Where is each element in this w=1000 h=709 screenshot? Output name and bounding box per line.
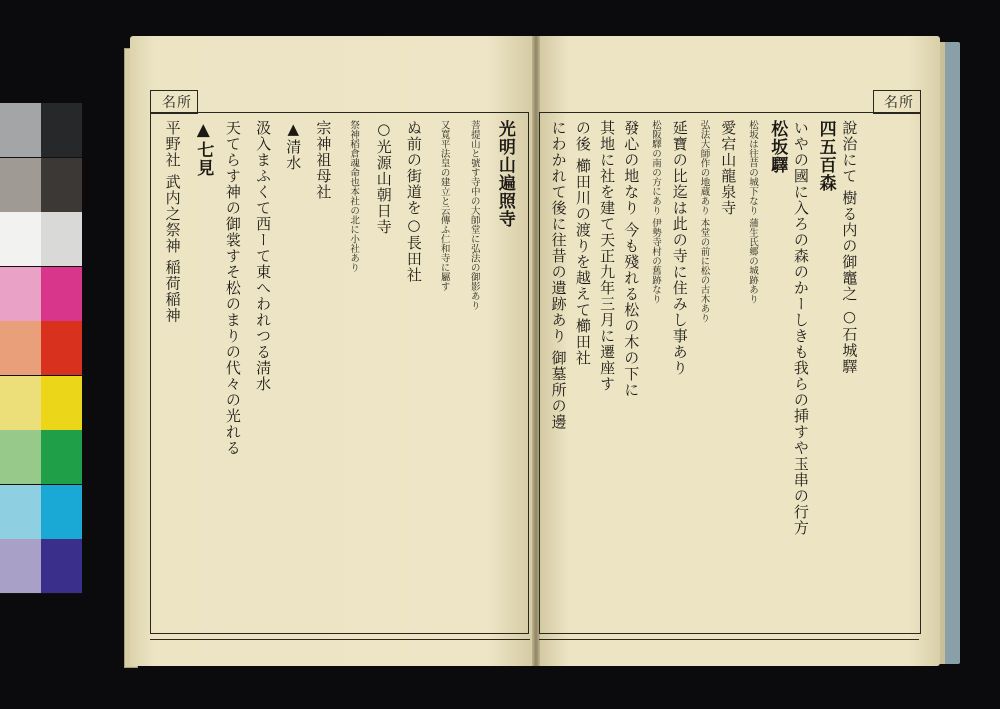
calibration-patch [0, 539, 41, 593]
calibration-patch [41, 158, 82, 212]
calibration-patch [41, 267, 82, 321]
left-page-tab: 名所 [162, 95, 192, 111]
left-text-column: 又寬平法皇の建立と云傳ふ仁和寺に屬す [438, 120, 450, 291]
calibration-patch [0, 103, 41, 157]
right-text-column: にわかれて後に往昔の遺跡あり 御墓所の邊 [549, 120, 568, 430]
calibration-patch [41, 485, 82, 539]
right-text-column: の後 櫛田川の渡りを越えて櫛田社 [573, 120, 592, 366]
left-text-column: 平野社 武内之祭神 稲荷稲神 [163, 120, 182, 324]
right-text-column: 四五百森 [815, 120, 836, 192]
calibration-patch [41, 103, 82, 157]
open-book [118, 28, 960, 670]
left-bottom-rule [150, 639, 530, 640]
book-cover-right [938, 42, 960, 664]
left-text-column: ▲清水 [284, 120, 303, 171]
calibration-patch [0, 376, 41, 430]
right-text-column: 松坂は往昔の城下なり 蒲生氏郷の城跡あり [746, 120, 758, 304]
right-text-column: 發心の地なり 今も殘れる松の木の下に [622, 120, 641, 398]
left-text-column: ▲七見 [193, 120, 214, 177]
calibration-patch [0, 158, 41, 212]
left-text-column: 光明山遍照寺 [494, 120, 515, 228]
right-page-tab: 名所 [884, 95, 914, 111]
left-text-column: ○光源山朝日寺 [374, 120, 393, 235]
calibration-patch [41, 321, 82, 375]
calibration-patch [41, 212, 82, 266]
color-calibration-strip [0, 103, 82, 594]
calibration-patch [0, 321, 41, 375]
left-text-column: 祭神稻倉魂命也本社の北に小社あり [348, 120, 360, 272]
left-text-column: 菩提山と號す寺中の大師堂に弘法の御影あり [468, 120, 480, 310]
right-text-column: 愛宕山龍泉寺 [719, 120, 738, 216]
left-text-column: ぬ前の街道を○長田社 [404, 120, 423, 283]
right-text-column: 松坂驛 [767, 120, 788, 174]
right-text-column: いやの國に入ろの森のかーしきも我らの挿すや玉串の行方 [791, 120, 810, 536]
right-text-column: 松阪驛の南の方にあり 伊勢寺村の舊跡なり [650, 120, 662, 304]
right-bottom-rule [539, 639, 919, 640]
right-text-column: 說治にて 樹る内の御竈之 ○石城驛 [840, 120, 859, 375]
calibration-patch [41, 539, 82, 593]
calibration-patch [41, 376, 82, 430]
right-text-column: 延寶の比迄は此の寺に住みし事あり [670, 120, 689, 376]
right-text-column: 其地に社を建て天正九年三月に遷座す [598, 120, 617, 392]
left-text-column: 汲入まふくて西ーて東へわれつる淸水 [254, 120, 273, 392]
left-text-column: 天てらす神の御裳すそ松のまりの代々の光れる [223, 120, 242, 456]
left-text-column: 宗神祖母社 [314, 120, 333, 200]
calibration-patch [0, 267, 41, 321]
calibration-patch [0, 485, 41, 539]
right-text-column: 弘法大師作の地蔵あり 本堂の前に松の古木あり [698, 120, 710, 323]
calibration-patch [0, 430, 41, 484]
calibration-patch [0, 212, 41, 266]
calibration-patch [41, 430, 82, 484]
